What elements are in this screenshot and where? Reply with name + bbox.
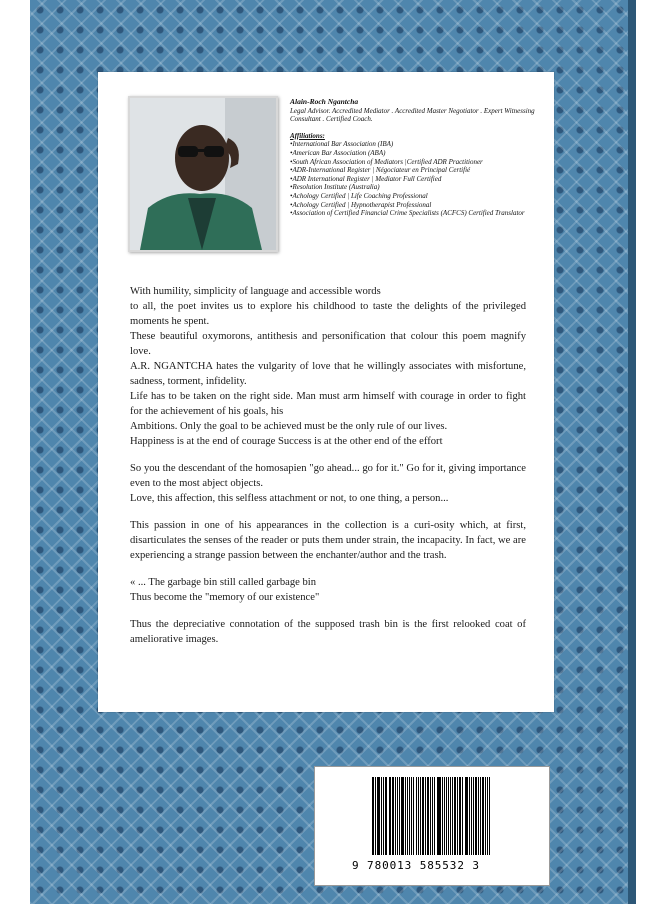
barcode-bar — [485, 777, 486, 855]
barcode-bar — [399, 777, 400, 855]
author-photo — [128, 96, 278, 252]
blurb-line: With humility, simplicity of language and accessible words — [130, 286, 381, 297]
blurb-line: These beautiful oxymorons, antithesis and personification that colour this poem magnify love. — [130, 331, 526, 357]
quote-line: « ... The garbage bin still called garbage bin — [130, 577, 317, 588]
barcode-bar — [405, 777, 407, 855]
book-spine-edge — [628, 0, 636, 904]
barcode-bar — [390, 777, 391, 855]
barcode-bar — [375, 777, 376, 855]
barcode-bar — [420, 777, 421, 855]
barcode-bar — [459, 777, 461, 855]
barcode-bar — [434, 777, 436, 855]
affiliation-item: •Achology Certified | Life Coaching Professional — [290, 191, 428, 200]
barcode-bar — [432, 777, 433, 855]
affiliation-item: •International Bar Association (IBA) — [290, 140, 394, 149]
barcode-bar — [413, 777, 415, 855]
paragraph-gap — [130, 506, 526, 518]
barcode-bar — [446, 777, 448, 855]
barcode-bar — [392, 777, 394, 855]
barcode-bar — [427, 777, 429, 855]
barcode-bar — [442, 777, 443, 855]
affiliations-heading: Affiliations: — [290, 131, 325, 140]
blurb-paragraph: Thus the depreciative connotation of the supposed trash bin is the first relooked coat of ameliorative images. — [130, 619, 526, 645]
barcode-number: 9 780013 585532 3 — [352, 859, 480, 872]
barcode-bar — [411, 777, 412, 855]
affiliation-item: •Achology Certified | Hypnotherapist Professional — [290, 200, 432, 209]
barcode-bar — [462, 777, 463, 855]
barcode-bar — [457, 777, 458, 855]
barcode-bar — [452, 777, 454, 855]
barcode-bar — [465, 777, 466, 855]
blurb-paragraph: This passion in one of his appearances in the collection is a curi-osity which, at first, disarticulates the senses of the reader or puts them under strain, the incapacity. In fact, we are experiencing a strange passion between the enchanter/author and the trash. — [130, 520, 526, 561]
barcode-bar — [409, 777, 410, 855]
barcode-bar — [416, 777, 418, 855]
barcode-bar — [395, 777, 397, 855]
author-name: Alain-Roch Ngantcha — [290, 97, 359, 106]
back-cover-blurb — [130, 284, 526, 647]
barcode-bar — [430, 777, 431, 855]
barcode-bar — [471, 777, 472, 855]
barcode-bar — [385, 777, 387, 855]
blurb-line: A.R. NGANTCHA hates the vulgarity of love that he willingly associates with misfortune, sadness, torment, infidelity. — [130, 361, 526, 387]
paragraph-gap — [130, 449, 526, 461]
barcode-bar — [378, 777, 380, 855]
barcode-bar — [469, 777, 470, 855]
barcode-bar — [397, 777, 398, 855]
barcode-bar — [482, 777, 484, 855]
blurb-line: to all, the poet invites us to explore his childhood to taste the delights of the privileged moments he spent. — [130, 301, 526, 327]
affiliation-item: •American Bar Association (ABA) — [290, 148, 386, 157]
blurb-line: So you the descendant of the homosapien "go ahead... go for it." Go for it, giving importance even to the most abject objects. — [130, 463, 526, 489]
barcode-bar — [454, 777, 456, 855]
barcode-bar — [418, 777, 419, 855]
barcode-bar — [448, 777, 449, 855]
paragraph-gap — [130, 605, 526, 617]
barcode-bar — [473, 777, 475, 855]
barcode-bar — [475, 777, 477, 855]
barcode-bar — [401, 777, 403, 855]
barcode-bars — [372, 777, 492, 855]
barcode-bar — [372, 777, 374, 855]
paragraph-gap — [130, 563, 526, 575]
affiliation-item: •ADR-International Register | Négociateur en Principal Certifié — [290, 166, 471, 175]
blurb-line: Ambitions. Only the goal to be achieved must be the only rule of our lives. — [130, 421, 448, 432]
barcode-bar — [383, 777, 384, 855]
barcode-bar — [466, 777, 468, 855]
blurb-line: Love, this affection, this selfless attachment or not, to one thing, a person... — [130, 493, 449, 504]
affiliation-item: •Resolution Institute (Australia) — [290, 183, 380, 192]
barcode-bar — [487, 777, 488, 855]
barcode-bar — [478, 777, 479, 855]
affiliation-item: •ADR International Register | Mediator Full Certified — [290, 174, 442, 183]
barcode-bar — [425, 777, 426, 855]
barcode-bar — [422, 777, 424, 855]
barcode-bar — [389, 777, 390, 855]
blurb-line: Life has to be taken on the right side. Man must arm himself with courage in order to fight for the achievement of his goals, his — [130, 391, 526, 417]
affiliation-item: •Association of Certified Financial Crime Specialists (ACFCS) Certified Translator — [290, 209, 525, 218]
barcode-bar — [377, 777, 378, 855]
barcode-bar — [381, 777, 382, 855]
author-info — [290, 98, 538, 218]
barcode-bar — [450, 777, 451, 855]
barcode-bar — [407, 777, 408, 855]
barcode-bar — [438, 777, 440, 855]
barcode-bar — [489, 777, 491, 855]
barcode-bar — [437, 777, 438, 855]
author-titles: Legal Advisor. Accredited Mediator . Accredited Master Negotiator . Expert Witnessing Consultant . Certified Coach. — [290, 106, 535, 124]
affiliations-list — [290, 140, 538, 217]
blurb-line: Happiness is at the end of courage Success is at the other end of the effort — [130, 436, 443, 447]
affiliation-item: •South African Association of Mediators |Certified ADR Practitioner — [290, 157, 483, 166]
quote-line: Thus become the "memory of our existence" — [130, 592, 320, 603]
barcode-bar — [444, 777, 445, 855]
barcode-bar — [480, 777, 481, 855]
